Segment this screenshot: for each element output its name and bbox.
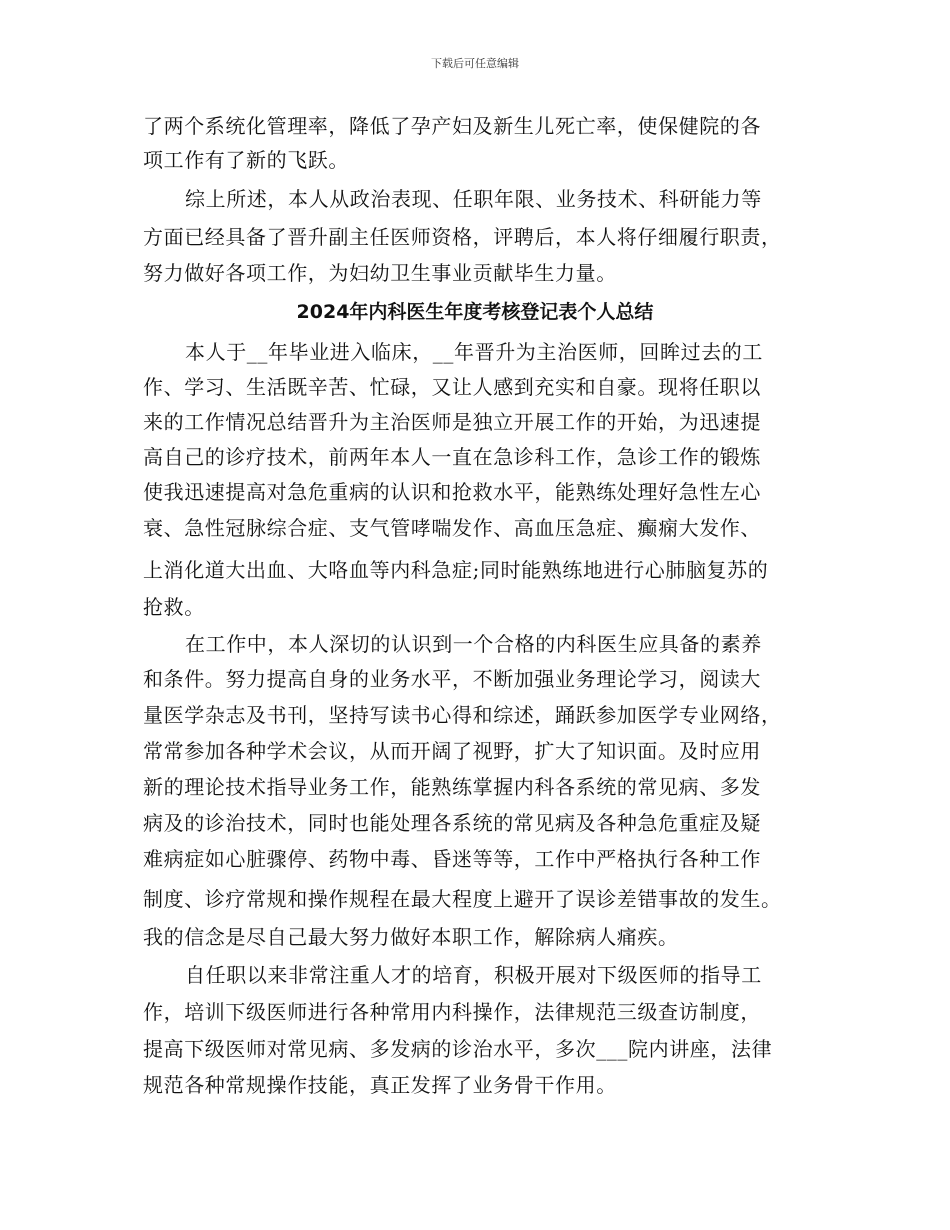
text-line: 本人于__年毕业进入临床，__年晋升为主治医师，回眸过去的工 [185, 340, 763, 364]
text-line: 提高下级医师对常见病、多发病的诊治水平，多次___院内讲座，法律 [143, 1037, 773, 1061]
text-line: 制度、诊疗常规和操作规程在最大程度上避开了误诊差错事故的发生。 [143, 887, 782, 911]
text-line: 自任职以来非常注重人才的培育，积极开展对下级医师的指导工 [185, 963, 762, 987]
text-line: 努力做好各项工作，为妇幼卫生事业贡献毕生力量。 [143, 261, 617, 285]
text-line: 病及的诊治技术，同时也能处理各系统的常见病及各种急危重症及疑 [143, 811, 761, 835]
text-line: 衰、急性冠脉综合症、支气管哮喘发作、高血压急症、癫痫大发作、 [143, 516, 761, 540]
section-title: 2024年内科医生年度考核登记表个人总结 [296, 301, 654, 323]
text-line: 在工作中，本人深切的认识到一个合格的内科医生应具备的素养 [185, 632, 762, 656]
text-line: 规范各种常规操作技能，真正发挥了业务骨干作用。 [143, 1073, 617, 1097]
text-line: 方面已经具备了晋升副主任医师资格，评聘后，本人将仔细履行职责， [143, 225, 782, 249]
text-line: 我的信念是尽自己最大努力做好本职工作，解除病人痛疾。 [143, 925, 679, 949]
text-line: 使我迅速提高对急危重病的认识和抢救水平，能熟练处理好急性左心 [143, 480, 761, 504]
text-line: 常常参加各种学术会议，从而开阔了视野，扩大了知识面。及时应用 [143, 739, 761, 763]
text-line: 量医学杂志及书刊，坚持写读书心得和综述，踊跃参加医学专业网络， [143, 703, 782, 727]
text-line: 作、学习、生活既辛苦、忙碌，又让人感到充实和自豪。现将任职以 [143, 375, 761, 399]
text-line: 和条件。努力提高自身的业务水平，不断加强业务理论学习，阅读大 [143, 667, 761, 691]
text-line: 新的理论技术指导业务工作，能熟练掌握内科各系统的常见病、多发 [143, 775, 761, 799]
text-line: 项工作有了新的飞跃。 [143, 148, 349, 172]
text-line: 高自己的诊疗技术，前两年本人一直在急诊科工作，急诊工作的锻炼 [143, 445, 761, 469]
page-header-note: 下载后可任意编辑 [431, 57, 519, 70]
text-line: 作，培训下级医师进行各种常用内科操作，法律规范三级查访制度， [143, 1000, 761, 1024]
text-line: 了两个系统化管理率，降低了孕产妇及新生儿死亡率，使保健院的各 [143, 114, 761, 138]
text-line: 上消化道大出血、大咯血等内科急症;同时能熟练地进行心肺脑复苏的 [143, 558, 769, 582]
text-line: 抢救。 [143, 595, 205, 619]
text-line: 来的工作情况总结晋升为主治医师是独立开展工作的开始，为迅速提 [143, 410, 761, 434]
text-line: 综上所述，本人从政治表现、任职年限、业务技术、科研能力等 [185, 187, 762, 211]
text-line: 难病症如心脏骤停、药物中毒、昏迷等等，工作中严格执行各种工作 [143, 847, 761, 871]
